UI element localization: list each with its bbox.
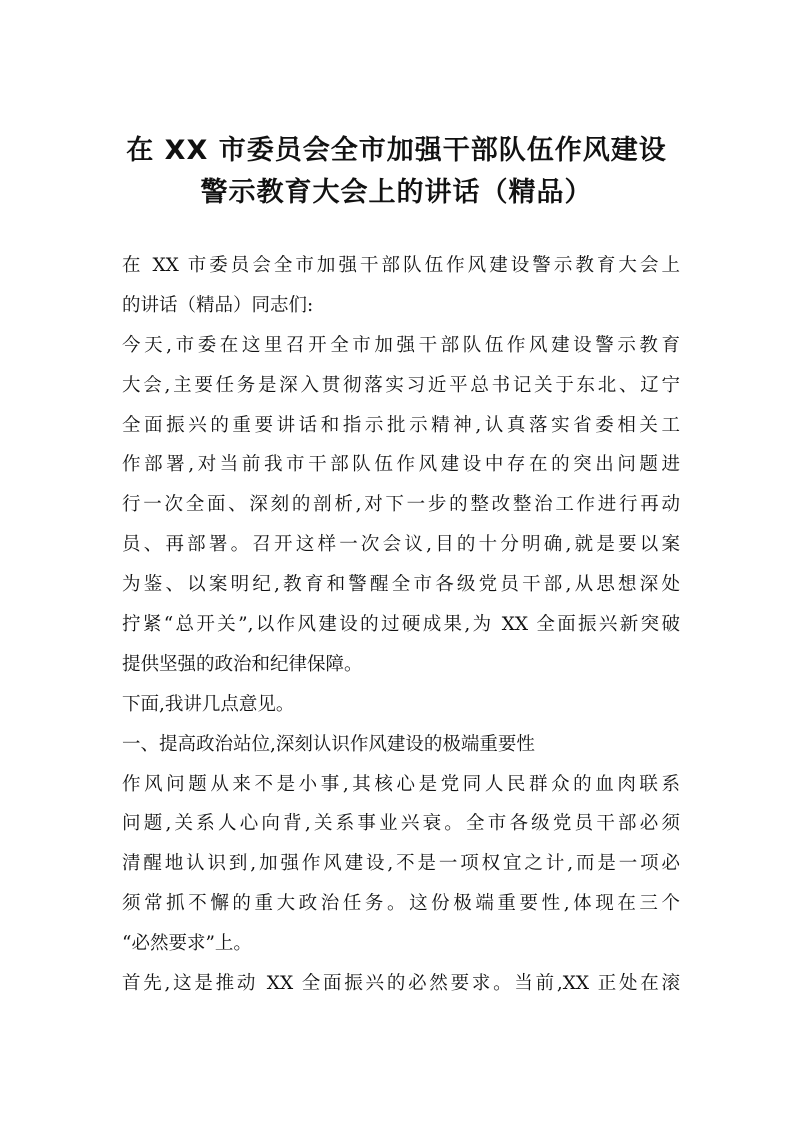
text-line: 全面振兴的重要讲话和指示批示精神,认真落实省委相关工 bbox=[122, 414, 680, 436]
text-line: 下面,我讲几点意见。 bbox=[122, 693, 295, 715]
text-line: 问题,关系人心向背,关系事业兴衰。全市各级党员干部必须 bbox=[122, 813, 680, 835]
text-line: 首先,这是推动 XX 全面振兴的必然要求。当前,XX 正处在滚 bbox=[122, 973, 680, 995]
text-line: 为鉴、以案明纪,教育和警醒全市各级党员干部,从思想深处 bbox=[122, 574, 680, 596]
text-line: 作部署,对当前我市干部队伍作风建设中存在的突出问题进 bbox=[122, 454, 680, 476]
text-line: 提供坚强的政治和纪律保障。 bbox=[122, 653, 363, 675]
text-line: 作风问题从来不是小事,其核心是党同人民群众的血肉联系 bbox=[122, 773, 680, 795]
document-title-line-1: 在 XX 市委员会全市加强干部队伍作风建设 bbox=[126, 135, 667, 166]
text-line: 员、再部署。召开这样一次会议,目的十分明确,就是要以案 bbox=[122, 534, 680, 556]
document-title-line-2: 警示教育大会上的讲话（精品） bbox=[200, 177, 593, 208]
text-line: “必然要求”上。 bbox=[122, 933, 252, 955]
text-line: 大会,主要任务是深入贯彻落实习近平总书记关于东北、辽宁 bbox=[122, 374, 680, 396]
text-line: 的讲话（精品）同志们: bbox=[122, 294, 314, 316]
text-line: 行一次全面、深刻的剖析,对下一步的整改整治工作进行再动 bbox=[122, 494, 680, 516]
text-line: 拧紧“总开关”,以作风建设的过硬成果,为 XX 全面振兴新突破 bbox=[122, 614, 680, 636]
document-body bbox=[122, 246, 680, 1004]
text-line: 今天,市委在这里召开全市加强干部队伍作风建设警示教育 bbox=[122, 334, 680, 356]
text-line: 清醒地认识到,加强作风建设,不是一项权宜之计,而是一项必 bbox=[122, 853, 680, 875]
text-line: 在 XX 市委员会全市加强干部队伍作风建设警示教育大会上 bbox=[122, 255, 680, 276]
text-line: 须常抓不懈的重大政治任务。这份极端重要性,体现在三个 bbox=[122, 893, 680, 915]
text-line: 一、提高政治站位,深刻认识作风建设的极端重要性 bbox=[122, 733, 535, 755]
